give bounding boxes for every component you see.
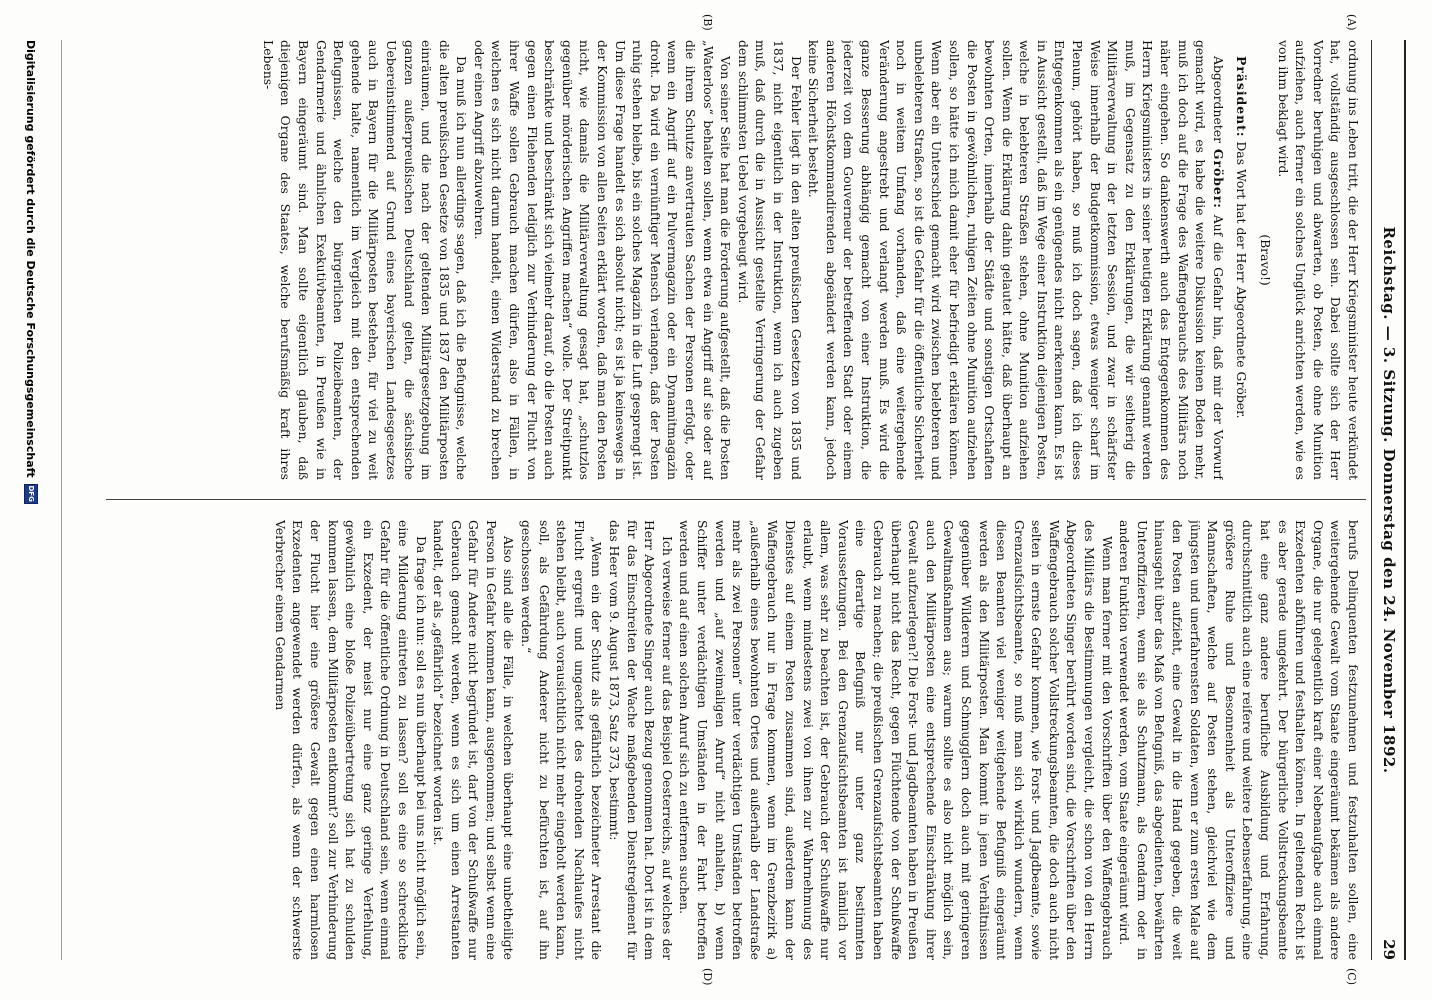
speaker-opening: Abgeordneter — [1210, 56, 1226, 144]
speaker-turn — [1233, 40, 1251, 480]
top-rule — [1404, 40, 1406, 960]
right-column — [112, 520, 1362, 960]
paragraph: Der Fehler liegt in den alten preußischen Gesetzen von 1835 und 1837, nicht eigentlich in der Instruktion, wenn ich auch zugeben muß, daß durch die in Aussicht gestellte Verringerung der Gefahr dem schlimmsten Uebel vorgebeugt wird. — [735, 40, 804, 480]
paragraph: Da frage ich nun: soll es nun überhaupt bei uns nicht möglich sein, eine Milderung eintreten zu lassen? soll es eine so schreckliche Gefahr für die öffentliche Ordnung in Deutschland sein, wenn einmal ein Exzedent, der meist nur eine ganz geringe Verfehlung, gewöhnlich eine bloße Polizeiübertretung sich hat zu schulden kommen lassen, dem Militärposten entkommt? soll zur Verhinderung der Flucht hier eine größere Gewalt gegen einen harmlosen Exzedenten angewendet werden dürfen, als wenn der schwerste Verbrecher einem Gendarmen — [272, 520, 429, 960]
paragraph: Also sind alle die Fälle, in welchen überhaupt eine unbetheiligte Person in Gefahr kommen kann, ausgenommen; und selbst wenn eine Gefahr für Andere nicht begründet ist, darf von der Schußwaffe nur Gebrauch gemacht werden, wenn es sich um einen Arrestanten handelt, der als „gefährlich“ bezeichnet worden ist. — [431, 520, 517, 960]
credit-text: Digitalisierung gefördert durch die Deutsche Forschungsgemeinschaft — [24, 40, 38, 478]
paragraph: Auf die Gefahr hin, daß mir der Vorwurf gemacht wird, es habe die weitere Diskussion keinen Boden mehr, muß ich doch auf die Frage des Waffengebrauchs des Militärs noch näher eingehen. So dankenswerth auch das Entgegenkommen des Herrn Kriegsministers in seiner heutigen Erklärung genannt werden muß, im Gegensatz zu den Erklärungen, die wir seitherig die Militärverwaltung in der letzten Session, und zwar in schärfster Weise innerhalb der Budgetkommission, etwas weniger scharf im Plenum, gehört haben, so muß ich doch sagen, daß ich dieses Entgegenkommen als ein genügendes nicht anerkennen kann. Es ist in Aussicht gestellt, daß im Wege einer Instruktion diejenigen Posten, welche in belebteren Straßen stehen, ohne Munition aufziehen sollen. Wenn die Erklärung dahin gelautet hätte, daß überhaupt an bewohnten Orten, innerhalb der Städte und sonstigen Ortschaften die Posten in gewöhnlichen, ruhigen Zeiten ohne Munition aufziehen sollen, so hätte ich mich damit eher für befriedigt erklären können. Wenn aber ein Unterschied gemacht wird zwischen belebteren und unbelebteren Straßen, so ist die Gefahr für die öffentliche Sicherheit noch in weitem Umfang vorhanden, daß eine weitergehende Veränderung angestrebt und verlangt werden muß. Es wird die ganze Besserung abhängig gemacht von einer Instruktion, die jederzeit von dem Gouverneur der betreffenden Stadt oder einem anderen Höchstkommandirenden abgeändert werden kann, jedoch keine Sicherheit besteht. — [806, 40, 1226, 480]
paragraph: Da muß ich nun allerdings sagen, daß ich die Befugnisse, welche die alten preußischen Gesetze von 1835 und 1837 den Militärposten einräumen, und die nach der geltenden Militärgesetzgebung im ganzen außerpreußischen Deutschland gelten, die sächsische Uebereinstimmend auf Grund eines bayerischen Landesgesetzes auch in Bayern für die Militärposten bestehen, für viel zu weit gehende halte, namentlich im Vergleich mit den entsprechenden Befugnissen, welche den bürgerlichen Polizeibeamten, der Gendarmerie und ähnlichen Exekutivbeamten, in Preußen wie in Bayern eingeräumt sind. Man sollte eigentlich glauben, daß diejenigen Organe des Staates, welche berufsmäßig kraft ihres Lebens- — [260, 40, 470, 480]
paragraph: berufs Delinquenten festzunehmen und festzuhalten sollen, eine weitergehende Gewalt vom Staate eingeräumt bekämen als andere Organe, die nur gelegentlich kraft einer Nebenaufgabe auch einmal Exzedenten abführen und festhalten können. In geltendem Recht ist es aber gerade umgekehrt. Der bürgerliche Vollstreckungsbeamte hat eine ganz andere berufliche Ausbildung und Erfahrung, durchschnittlich auch eine reifere und weitere Lebenserfahrung, eine größere Ruhe und Besonnenheit als Unteroffiziere und Mannschaften, welche auf Posten stehen, gleichviel wie dem jüngsten und unerfahrensten Soldaten, wenn er zum ersten Male auf den Posten aufzieht, eine Gewalt in die Hand gegeben, die weit hinausgeht über das Maß von Befugniß, das abgedienten, bewährten Unteroffizieren, wenn sie als Schutzmann, als Gendarm oder in anderen Funktion verwendet werden, vom Staate eingeräumt wird. — [1117, 520, 1361, 960]
page-header — [1376, 40, 1398, 960]
column-divider — [106, 499, 1366, 500]
left-column — [112, 40, 1362, 480]
page-title: Reichstag. — 3. Sitzung. Donnerstag den 24. November 1892. — [1380, 226, 1398, 774]
margin-mark-c: (C) — [1345, 968, 1358, 985]
speaker-text: Das Wort hat der Herr Abgeordnete Gröber. — [1234, 141, 1250, 419]
paragraph: Ich verweise ferner auf das Beispiel Oesterreichs, auf welches der Herr Abgeordnete Singer auch Bezug genommen hat. Dort ist in dem für das Einschreiten der Wache maßgebenden Dienstreglement für das Heer vom 9. August 1873, Satz 373, bestimmt: — [607, 520, 675, 960]
speaker-turn — [805, 40, 1227, 480]
margin-mark-b: (B) — [701, 14, 714, 31]
header-rule — [1371, 40, 1372, 960]
quotation: „Wenn ein der Schutz als gefährlich bezeichneter Arrestant die Flucht ergreift und ungeachtet des drohenden Nachlaufes nicht stehen bleibt, auch vorausichtlich nicht mehr eingeholt werden kann, soll, als Gefährdung Anderer nicht zu befürchten ist, auf ihn geschossen werden.“ — [519, 520, 605, 960]
page-number: 29 — [1380, 939, 1398, 960]
margin-mark-d: (D) — [701, 968, 714, 986]
margin-mark-a: (A) — [1345, 14, 1358, 31]
paragraph: Wenn man ferner mit den Vorschriften über den Waffengebrauch des Militärs die Bestimmungen vergleicht, die schon von den Herrn Abgeordneten Singer berührt worden sind, die Vorschriften über den Waffengebrauch solcher Vollstreckungsbeamten, die doch auch nicht selten in ernste Gefahr kommen, wie Forst- und Jagdbeamte, sowie Grenzaufsichtsbeamte, so muß man sich wirklich wundern, wenn diesen Beamten viel weniger weitgehende Befugniß eingeräumt werden als den Militärposten. Man kommt in jenen Verhältnissen gegenüber Wilderern und Schmugglern doch auch mit geringeren Gewaltmaßnahmen aus; warum sollte es also nicht möglich sein, auch den Militärposten eine entsprechende Einschränkung ihrer Gewalt aufzuerlegen?! Die Forst- und Jagdbeamten haben in Preußen überhaupt nicht das Recht, gegen Flüchtende von der Schußwaffe Gebrauch zu machen; die preußischen Grenzaufsichtsbeamten haben eine derartige Befugniß nur unter ganz bestimmten Voraussetzungen. Bei den Grenzaufsichtsbeamten ist nämlich vor allem, was sehr zu beachten ist, der Gebrauch der Schußwaffe nur erlaubt, wenn mindestens zwei von ihnen zur Wahrnehmung des Dienstes auf einem Posten zusammen sind, außerdem kann der Waffengebrauch nur in Frage kommen, wenn im Grenzbezirk a) „außerhalb eines bewohnten Ortes und außerhalb der Landstraße mehr als zwei Personen“ unter verdächtigen Umständen betroffen werden und „auf zweimaligen Anruf“ nicht anhalten, b) wenn Schiffer unter verdächtigen Umständen in der Fahrt betroffen werden und auf einen solchen Anruf sich zu entfernen suchen. — [677, 520, 1115, 960]
paragraph: ordnung ins Leben tritt, die der Herr Kriegsminister heute verkündet hat, vollständig ausgeschlossen sein. Dabei sollte sich der Herr Vorredner beruhigen und abwarten, ob Posten, die ohne Munition aufziehen, auch ferner ein solches Unglück anrichten werden, wie es von ihm beklagt wird. — [1275, 40, 1361, 480]
footer-rule — [61, 40, 62, 960]
speaker-label: Präsident: — [1234, 56, 1250, 138]
digitization-credit — [24, 40, 38, 504]
reaction-note: (Bravo!) — [1258, 234, 1274, 286]
paragraph: Von seiner Seite hat man die Forderung aufgestellt, daß die Posten „Waterloos“ behalten sollen, wenn etwa ein Angriff auf sie oder auf die ihrem Schutze anvertrauten Sachen der Personen erfolgt, oder wenn ein Angriff auf ein Pulvermagazin oder ein Dynamitmagazin droht. Da wird ein vernünftiger Mensch verlangen, daß der Posten ruhig stehen bleibe, bis ein solches Magazin in die Luft gesprengt ist. Um diese Frage handelt es sich absolut nicht; es ist ja keineswegs in der Kommission von allen Seiten erklärt worden, daß man den Posten nicht, wie damals die Militärverwaltung gesagt hat, „schutzlos gegenüber mörderischen Angriffen machen“ wolle. Der Streitpunkt beschränkte und beschränkt sich vielmehr darauf, ob die Posten auch gegen einen Fliehenden lediglich zur Verhinderung der Flucht von ihrer Waffe sollen Gebrauch machen dürfen, also in Fällen, in welchen es sich nicht darum handelt, einen Widerstand zu brechen oder einen Angriff abzuwehren. — [471, 40, 734, 480]
dfg-logo-icon: DFG — [24, 484, 38, 504]
speaker-label: Gröber: — [1210, 148, 1226, 209]
